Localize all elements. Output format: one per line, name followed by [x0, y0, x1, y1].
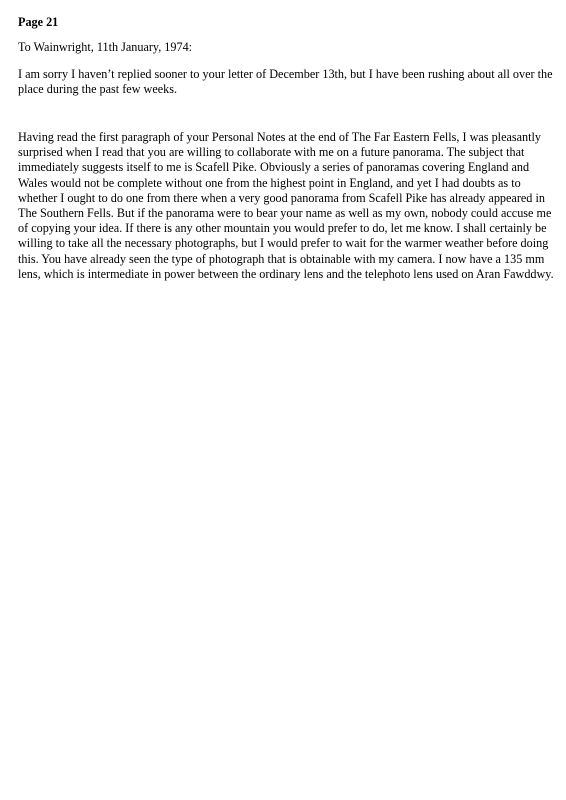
paragraph-line: of copying your idea. If there is any other mountain you would prefer to do, let me know. I shall certainly be	[18, 221, 547, 236]
paragraph-line: place during the past few weeks.	[18, 82, 178, 97]
paragraph-line: lens, which is intermediate in power between the ordinary lens and the telephoto lens used on Aran Fawddwy.	[18, 266, 554, 281]
paragraph-line: surprised when I read that you are willing to collaborate with me on a future panorama. The subject that	[18, 145, 525, 160]
paragraph-line: immediately suggests itself to me is Scafell Pike. Obviously a series of panoramas covering England and	[18, 160, 530, 175]
paragraph-line: I am sorry I haven’t replied sooner to your letter of December 13th, but I have been rushing about all over the	[18, 67, 553, 81]
page-heading: Page 21	[18, 15, 59, 29]
paragraph-panorama-proposal	[18, 130, 553, 282]
paragraph-line: willing to take all the necessary photographs, but I would prefer to wait for the warmer weather before doing	[18, 236, 549, 251]
letter-salutation: To Wainwright, 11th January, 1974:	[18, 40, 193, 54]
paragraph-line: Wales would not be complete without one from the highest point in England, and yet I had doubts as to	[18, 175, 521, 190]
paragraph-apology	[18, 67, 553, 97]
paragraph-line: The Southern Fells. But if the panorama were to bear your name as well as my own, nobody could accuse me	[18, 206, 552, 221]
paragraph-line: this. You have already seen the type of photograph that is obtainable with my camera. I now have a 135 mm	[18, 251, 545, 266]
paragraph-line: Having read the first paragraph of your Personal Notes at the end of The Far Eastern Fells, I was pleasantly	[18, 130, 542, 144]
paragraph-line: whether I ought to do one from there when a very good panorama from Scafell Pike has already appeared in	[18, 190, 545, 205]
